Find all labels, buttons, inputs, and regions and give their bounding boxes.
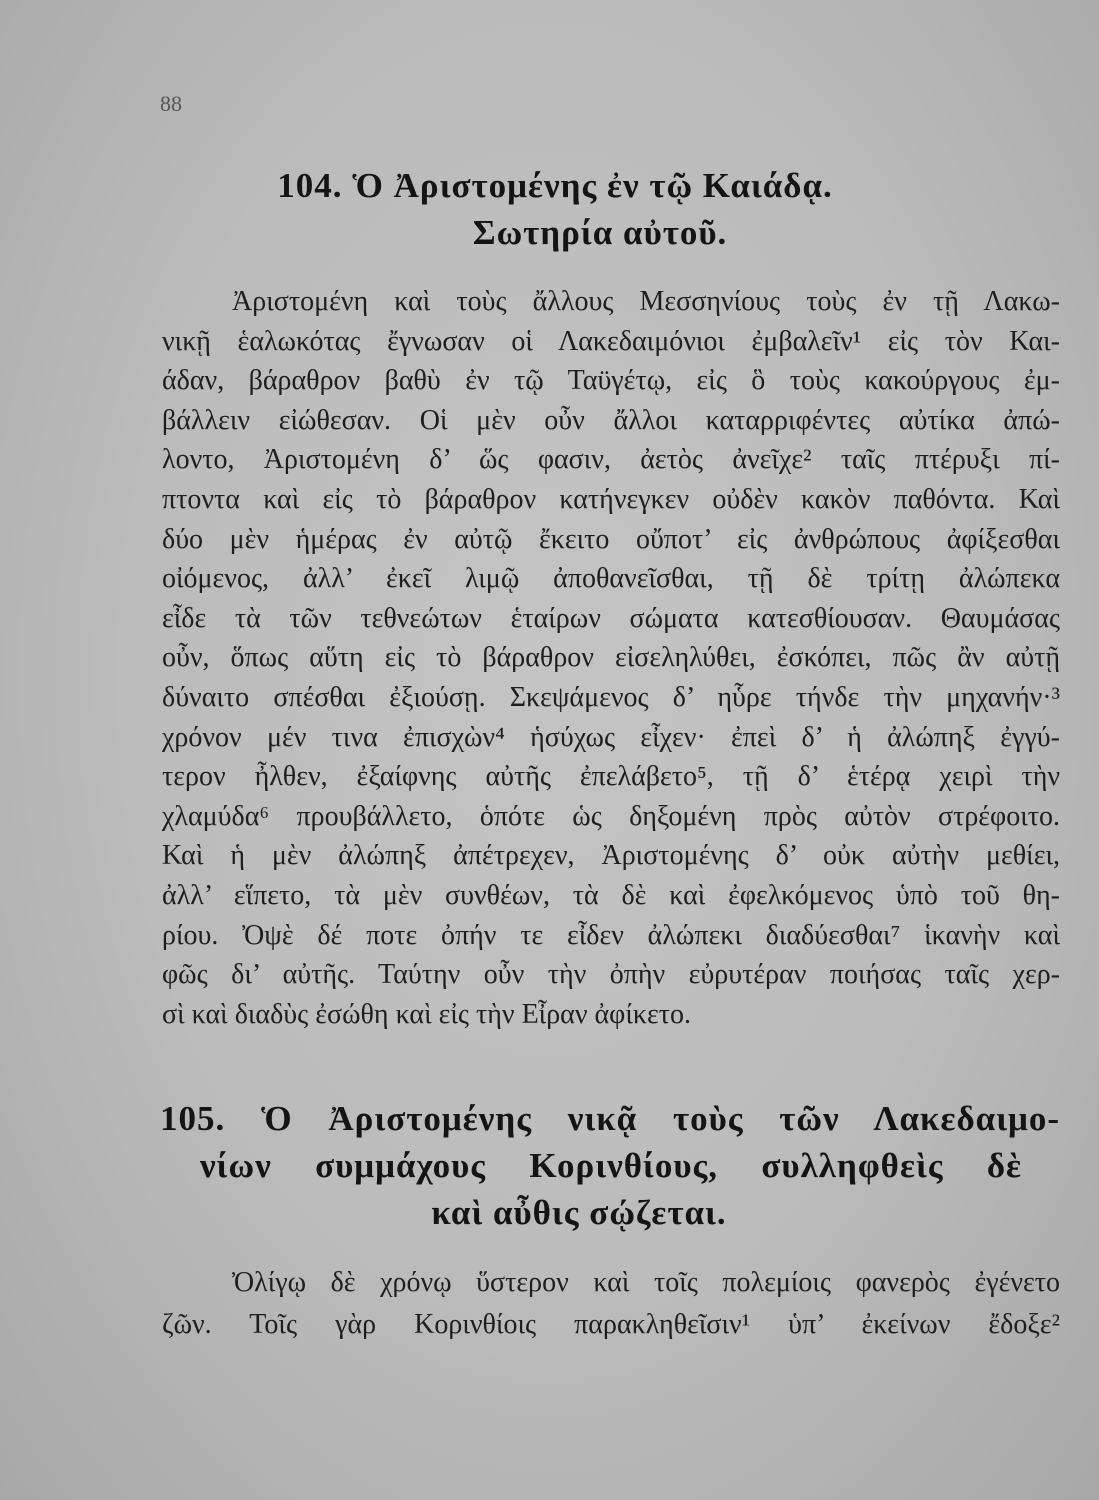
text-line: δύναιτο σπέσθαι ἐξιούσῃ. Σκεψάμενος δ’ ηὗρε τήνδε τὴν μηχανήν·³ <box>162 681 1060 713</box>
text-line: εἶδε τὰ τῶν τεθνεώτων ἑταίρων σώματα κατεσθίουσαν. Θαυμάσας <box>162 602 1060 634</box>
text-line: Καὶ ἡ μὲν ἀλώπηξ ἀπέτρεχεν, Ἀριστομένης δ’ οὐκ αὐτὴν μεθίει, <box>162 840 1060 872</box>
section-105-heading-line-1: 105. Ὁ Ἀριστομένης νικᾷ τοὺς τῶν Λακεδαιμο- <box>160 1099 1060 1138</box>
text-line: βάλλειν εἰώθεσαν. Οἱ μὲν οὖν ἄλλοι καταρριφέντες αὐτίκα ἀπώ- <box>162 404 1060 436</box>
section-105-heading-line-2: νίων συμμάχους Κορινθίους, συλληφθεὶς δὲ <box>200 1146 1022 1185</box>
text-line: οὖν, ὅπως αὕτη εἰς τὸ βάραθρον εἰσεληλύθει, ἐσκόπει, πῶς ἂν αὐτῇ <box>162 642 1060 674</box>
section-105-heading-line-3: καὶ αὖθις σῴζεται. <box>431 1193 727 1232</box>
text-line: Ὀλίγῳ δὲ χρόνῳ ὕστερον καὶ τοῖς πολεμίοις φανερὸς ἐγένετο <box>232 1267 1060 1298</box>
text-line: πτοντα καὶ εἰς τὸ βάραθρον κατήνεγκεν οὐδὲν κακὸν παθόντα. Καὶ <box>162 483 1060 515</box>
text-line: χλαμύδα⁶ προυβάλλετο, ὁπότε ὡς δηξομένη πρὸς αὐτὸν στρέφοιτο. <box>162 800 1060 832</box>
text-line: οἰόμενος, ἀλλ’ ἐκεῖ λιμῷ ἀποθανεῖσθαι, τῇ δὲ τρίτῃ ἀλώπεκα <box>162 563 1060 595</box>
text-line: ἀλλ’ εἵπετο, τὰ μὲν συνθέων, τὰ δὲ καὶ ἐφελκόμενος ὑπὸ τοῦ θη- <box>162 879 1060 911</box>
section-104-paragraph <box>162 282 1060 1034</box>
text-line: Ἀριστομένη καὶ τοὺς ἄλλους Μεσσηνίους τοὺς ἐν τῇ Λακω- <box>232 286 1060 317</box>
text-line: σὶ καὶ διαδὺς ἐσώθη καὶ εἰς τὴν Εἶραν ἀφίκετο. <box>162 998 691 1030</box>
text-line: νικῇ ἑαλωκότας ἔγνωσαν οἱ Λακεδαιμόνιοι ἐμβαλεῖν¹ εἰς τὸν Και- <box>162 325 1060 357</box>
section-105-paragraph <box>162 1262 1060 1346</box>
text-line: λοντο, Ἀριστομένη δ’ ὥς φασιν, ἀετὸς ἀνεῖχε² ταῖς πτέρυξι πί- <box>162 444 1060 476</box>
text-line: τερον ἦλθεν, ἐξαίφνης αὐτῆς ἐπελάβετο⁵, τῇ δ’ ἑτέρᾳ χειρὶ τὴν <box>162 761 1060 793</box>
section-104-heading-line-2: Σωτηρία αὐτοῦ. <box>472 213 728 252</box>
text-line: φῶς δι’ αὐτῆς. Ταύτην οὖν τὴν ὀπὴν εὐρυτέραν ποιήσας ταῖς χερ- <box>162 959 1060 991</box>
text-line: χρόνον μέν τινα ἐπισχὼν⁴ ἡσύχως εἶχεν· ἐπεὶ δ’ ἡ ἀλώπηξ ἐγγύ- <box>162 721 1060 753</box>
page-number: 88 <box>160 91 182 116</box>
text-line: δύο μὲν ἡμέρας ἐν αὐτῷ ἔκειτο οὔποτ’ εἰς ἀνθρώπους ἀφίξεσθαι <box>162 523 1060 555</box>
section-104-heading-line-1: 104. Ὁ Ἀριστομένης ἐν τῷ Καιάδᾳ. <box>277 166 833 205</box>
text-line: ζῶν. Τοῖς γὰρ Κορινθίοις παρακληθεῖσιν¹ ὑπ’ ἐκείνων ἔδοξε² <box>162 1309 1060 1340</box>
text-line: άδαν, βάραθρον βαθὺ ἐν τῷ Ταϋγέτῳ, εἰς ὃ τοὺς κακούργους ἐμ- <box>162 365 1060 397</box>
text-line: ρίου. Ὀψὲ δέ ποτε ὀπήν τε εἶδεν ἀλώπεκι διαδύεσθαι⁷ ἱκανὴν καὶ <box>162 919 1060 951</box>
